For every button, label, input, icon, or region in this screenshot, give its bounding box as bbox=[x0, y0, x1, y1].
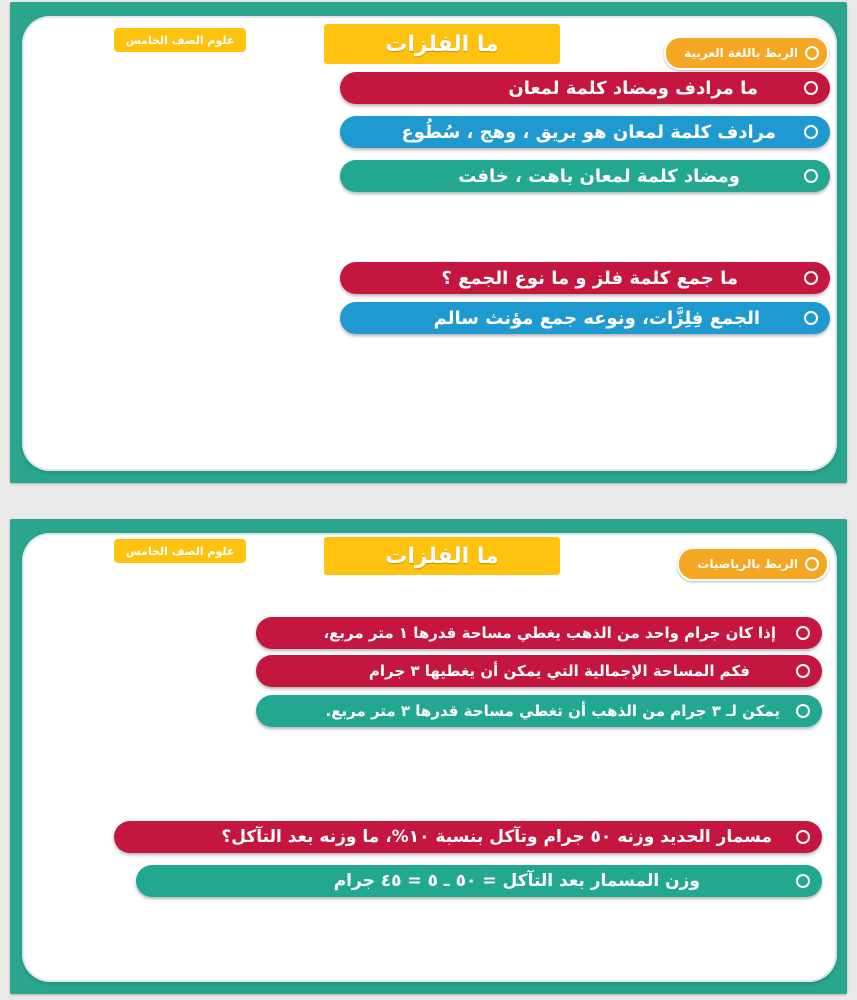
bullet-circle-icon bbox=[796, 830, 810, 844]
question-pill bbox=[256, 655, 822, 687]
bullet-circle-icon bbox=[805, 46, 819, 60]
slide-math-link bbox=[10, 519, 847, 994]
slide-content-area bbox=[22, 533, 837, 982]
question-pill bbox=[340, 72, 830, 104]
bullet-circle-icon bbox=[796, 626, 810, 640]
question-pill bbox=[114, 821, 822, 853]
slide-title: ما الفلزات bbox=[324, 24, 560, 64]
slide-title: ما الفلزات bbox=[324, 537, 560, 575]
grade-label: علوم الصف الخامس bbox=[114, 28, 246, 52]
bullet-circle-icon bbox=[796, 874, 810, 888]
question-pill bbox=[340, 262, 830, 294]
slide-content-area bbox=[22, 16, 837, 471]
answer-pill bbox=[136, 865, 822, 897]
question-pill bbox=[256, 617, 822, 649]
bullet-circle-icon bbox=[804, 81, 818, 95]
pill-text: وزن المسمار بعد التآكل = ٥٠ ـ ٥ = ٤٥ جرام bbox=[333, 871, 700, 891]
pill-text: ما جمع كلمة فلز و ما نوع الجمع ؟ bbox=[441, 267, 738, 289]
pill-text: إذا كان جرام واحد من الذهب يغطي مساحة قدرها ١ متر مربع، bbox=[323, 624, 776, 642]
bullet-circle-icon bbox=[804, 271, 818, 285]
answer-pill bbox=[340, 116, 830, 148]
bullet-circle-icon bbox=[804, 125, 818, 139]
pill-text: مرادف كلمة لمعان هو بريق ، وهج ، سُطُوع bbox=[401, 121, 776, 143]
bullet-circle-icon bbox=[805, 557, 819, 571]
pill-text: فكم المساحة الإجمالية التي يمكن أن يغطيها ٣ جرام bbox=[368, 662, 750, 680]
bullet-circle-icon bbox=[796, 664, 810, 678]
slide-arabic-link bbox=[10, 2, 847, 483]
answer-pill bbox=[256, 695, 822, 727]
pill-text: مسمار الحديد وزنه ٥٠ جرام وتآكل بنسبة ١٠%، ما وزنه بعد التآكل؟ bbox=[221, 827, 772, 847]
link-label: الربط باللغة العربية bbox=[684, 46, 798, 60]
grade-label: علوم الصف الخامس bbox=[114, 539, 246, 563]
link-tab bbox=[677, 547, 829, 581]
bullet-circle-icon bbox=[804, 169, 818, 183]
pill-text: ومضاد كلمة لمعان باهت ، خافت bbox=[458, 165, 740, 187]
answer-pill bbox=[340, 302, 830, 334]
pill-text: الجمع فِلِزَّات، ونوعه جمع مؤنث سالم bbox=[433, 307, 760, 329]
link-tab bbox=[664, 36, 829, 70]
link-label: الربط بالرياضيات bbox=[697, 557, 798, 571]
pill-text: ما مرادف ومضاد كلمة لمعان bbox=[508, 77, 758, 99]
answer-pill bbox=[340, 160, 830, 192]
bullet-circle-icon bbox=[796, 704, 810, 718]
bullet-circle-icon bbox=[804, 311, 818, 325]
pill-text: يمكن لـ ٣ جرام من الذهب أن تغطي مساحة قدرها ٣ متر مربع. bbox=[325, 702, 780, 720]
